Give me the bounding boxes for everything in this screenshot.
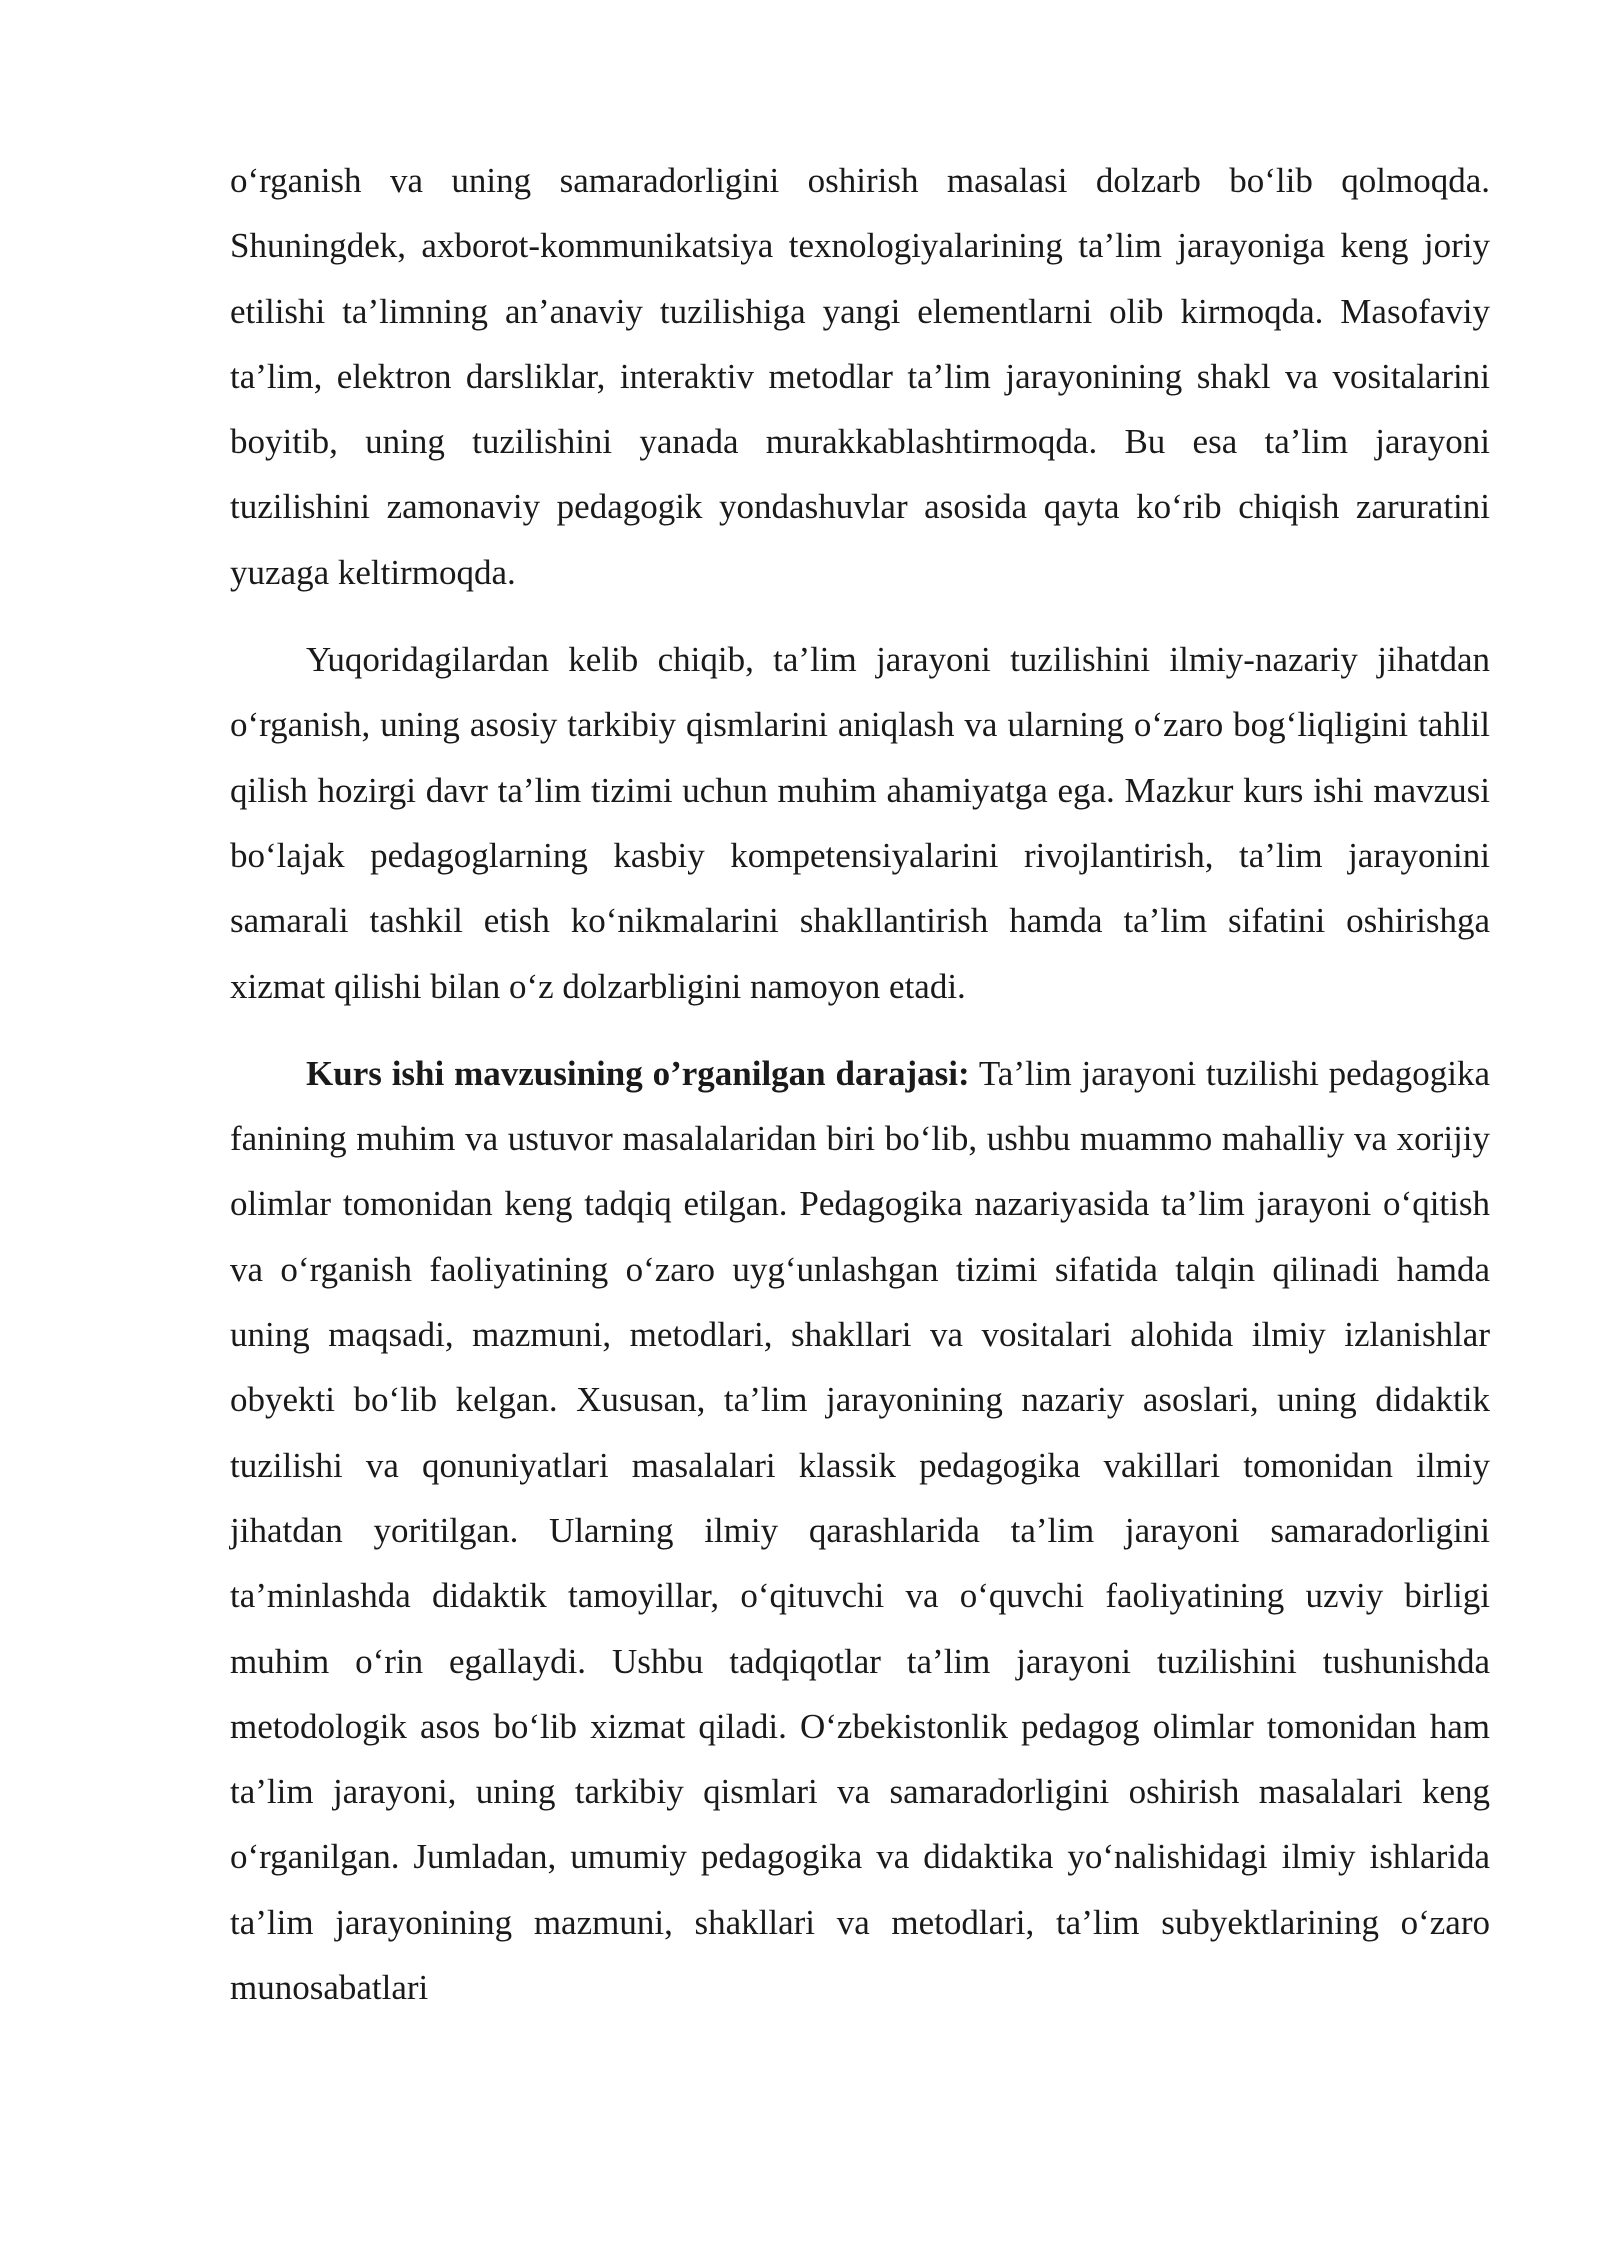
paragraph-relevance: Yuqoridagilardan kelib chiqib, ta’lim jarayoni tuzilishini ilmiy-nazariy jihatdan o‘rganish, uning asosiy tarkibiy qismlarini aniqlash va ularning o‘zaro bog‘liqligini tahlil qilish hozirgi davr ta’lim tizimi uchun muhim ahamiyatga ega. Mazkur kurs ishi mavzusi bo‘lajak pedagoglarning kasbiy kompetensiyalarini rivojlantirish, ta’lim jarayonini samarali tashkil etish ko‘nikmalarini shakllantirish hamda ta’lim sifatini oshirishga xizmat qilishi bilan o‘z dolzarbligini namoyon etadi. xyxy=(230,640,1490,1006)
paragraph-study-level xyxy=(230,1041,1490,2020)
section-heading-study-level: Kurs ishi mavzusining o’rganilgan darajasi: xyxy=(306,1053,970,1093)
document-body xyxy=(230,148,1490,2042)
paragraph-study-level-text: Ta’lim jarayoni tuzilishi pedagogika fanining muhim va ustuvor masalalaridan biri bo‘lib, ushbu muammo mahalliy va xorijiy olimlar tomonidan keng tadqiq etilgan. Pedagogika nazariyasida ta’lim jarayoni o‘qitish va o‘rganish faoliyatining o‘zaro uyg‘unlashgan tizimi sifatida talqin qilinadi hamda uning maqsadi, mazmuni, metodlari, shakllari va vositalari alohida ilmiy izlanishlar obyekti bo‘lib kelgan. Xususan, ta’lim jarayonining nazariy asoslari, uning didaktik tuzilishi va qonuniyatlari masalalari klassik pedagogika vakillari tomonidan ilmiy jihatdan yoritilgan. Ularning ilmiy qarashlarida ta’lim jarayoni samaradorligini ta’minlashda didaktik tamoyillar, o‘qituvchi va o‘quvchi faoliyatining uzviy birligi muhim o‘rin egallaydi. Ushbu tadqiqotlar ta’lim jarayoni tuzilishini tushunishda metodologik asos bo‘lib xizmat qiladi. O‘zbekistonlik pedagog olimlar tomonidan ham ta’lim jarayoni, uning tarkibiy qismlari va samaradorligini oshirish masalalari keng o‘rganilgan. Jumladan, umumiy pedagogika va didaktika yo‘nalishidagi ilmiy ishlarida ta’lim jarayonining mazmuni, shakllari va metodlari, ta’lim subyektlarining o‘zaro munosabatlari xyxy=(230,1053,1490,2008)
paragraph-intro-continuation: o‘rganish va uning samaradorligini oshirish masalasi dolzarb bo‘lib qolmoqda. Shuningdek, axborot-kommunikatsiya texnologiyalarining ta’lim jarayoniga keng joriy etilishi ta’limning an’anaviy tuzilishiga yangi elementlarni olib kirmoqda. Masofaviy ta’lim, elektron darsliklar, interaktiv metodlar ta’lim jarayonining shakl va vositalarini boyitib, uning tuzilishini yanada murakkablashtirmoqda. Bu esa ta’lim jarayoni tuzilishini zamonaviy pedagogik yondashuvlar asosida qayta ko‘rib chiqish zaruratini yuzaga keltirmoqda. xyxy=(230,161,1490,592)
